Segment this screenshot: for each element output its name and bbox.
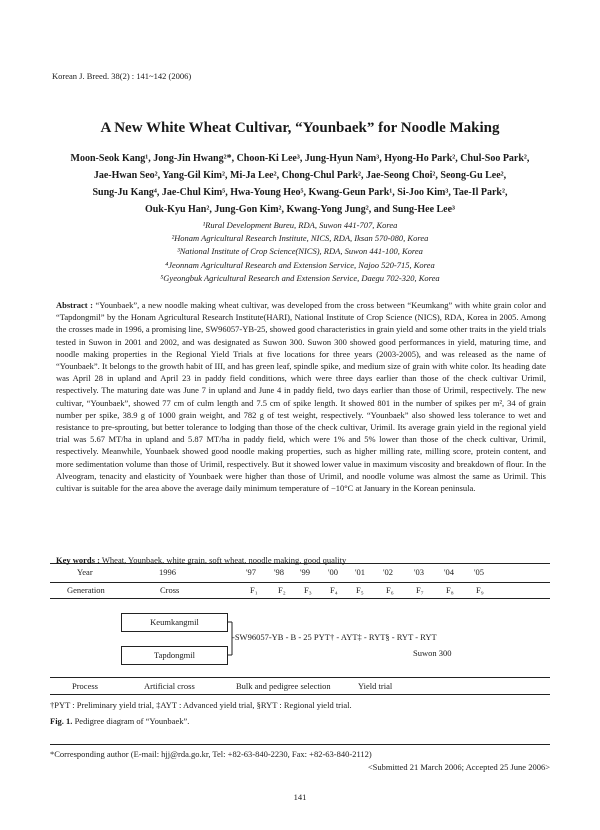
generation-cell: F₅ xyxy=(356,585,364,595)
journal-citation: Korean J. Breed. 38(2) : 141~142 (2006) xyxy=(52,71,192,81)
author-line: Ouk-Kyu Han², Jung-Gon Kim², Kwang-Yong Jung², and Sung-Hee Lee³ xyxy=(144,204,456,215)
generation-cell: F₄ xyxy=(330,585,338,595)
process-bulk: Bulk and pedigree selection xyxy=(236,681,331,691)
year-cell: '05 xyxy=(474,567,485,577)
affiliation: ³National Institute of Crop Science(NICS), RDA, Suwon 441-100, Korea xyxy=(177,246,423,257)
generation-cell: F₉ xyxy=(476,585,484,595)
generation-cell: F₈ xyxy=(446,585,454,595)
affiliation: ⁴Jeonnam Agricultural Research and Extension Service, Najoo 520-715, Korea xyxy=(165,259,435,270)
process-label: Process xyxy=(72,681,98,691)
suwon-label: Suwon 300 xyxy=(413,648,452,658)
process-yield: Yield trial xyxy=(358,681,393,691)
generation-cell: F₇ xyxy=(416,585,424,595)
abstract-text: “Younbaek”, a new noodle making wheat cultivar, was developed from the cross between “Keumkang” with white grain color and “Tapdongmil” by the Honam Agricultural Research Institute(HARI), National Institute of Crop Science (NICS), RDA, Korea in 2005. Among the crosses made in 1996, a promising line, SW96057-YB-25, showed good characteristics in grain yield and some other traits in the yield trials tested in Suwon in 2001 and 2002, and was designated as Suwon 300. Suwon 300 showed good performances in yield, maturing time, and noodle making properties in the Regional Yield Trials at five locations for three years (2003-2005), and was released as the name of “Younbaek”. It belongs to the growth habit of III, and has green leaf, spindle spike, and medium size of grain with white color. Its heading date was April 28 in upland and April 23 in paddy field conditions, which were three days earlier than those of the check cultivar Urimil, respectively. The maturing date was June 7 in upland and June 4 in paddy field, two days earlier than those of Urimil, respectively. The new cultivar, “Younbaek”, showed 77 cm of culm length and 7.5 cm of spike length. It showed 801 in the number of spikes per m², 34 of grain number per spike, 38.9 g of 1000 grain weight, and 782 g of test weight, respectively. “Younbaek” also showed less tolerance to wet and resistance to pre-sprouting, but better tolerance to lodging than those of the check cultivar, Urimil. Its average grain yield in the regional yield trial was 5.67 MT/ha in upland and 5.87 MT/ha in paddy field, which were 1% and 5% lower than those of the check cultivar, Urimil, respectively. Meanwhile, Younbaek showed good noodle making properties, such as higher milling rate, milling score, protein content, and more sedimentation volume than those of Urimil, respectively. But it showed lower value in maximum viscosity and breakdown of flour. In the Alveogram, tenacity and elasticity of Younbaek were higher than those of Urimil, and noodle volume was almost the same as Urimil. This cultivar is suitable for the area above the average daily minimum temperature of −10°C at January in the Korean peninsula. xyxy=(56,300,546,494)
page-number: 141 xyxy=(293,792,307,802)
diagram-footnote: †PYT : Preliminary yield trial, ‡AYT : Advanced yield trial, §RYT : Regional yield trial. xyxy=(50,700,352,710)
year-cell: '97 xyxy=(246,567,257,577)
footnote-rule xyxy=(50,744,550,745)
figure-label: Fig. 1. xyxy=(50,716,73,726)
year-cell: '99 xyxy=(300,567,311,577)
parent-box-tapdongmil: Tapdongmil xyxy=(121,646,228,665)
year-cell: '98 xyxy=(274,567,285,577)
year-cell: '02 xyxy=(383,567,394,577)
submission-dates: <Submitted 21 March 2006; Accepted 25 June 2006> xyxy=(367,762,550,772)
parent-box-keumkangmil: Keumkangmil xyxy=(121,613,228,632)
figure-caption-text: Pedigree diagram of “Younbaek”. xyxy=(72,716,190,726)
generation-cell: F₆ xyxy=(386,585,394,595)
year-cell: '01 xyxy=(355,567,366,577)
affiliation: ⁵Gyeongbuk Agricultural Research and Extension Service, Daegu 702-320, Korea xyxy=(160,272,440,283)
generation-cell: F₁ xyxy=(250,585,258,595)
year-cell: '04 xyxy=(444,567,455,577)
year-label: Year xyxy=(77,567,93,577)
keywords-text: Wheat, Younbaek, white grain, soft wheat, noodle making, good quality xyxy=(99,555,347,565)
author-line: Moon-Seok Kang¹, Jong-Jin Hwang²*, Choon-Ki Lee³, Jung-Hyun Nam³, Hyong-Ho Park², Chul-Soo Park², xyxy=(70,153,530,164)
process-cross: Artificial cross xyxy=(144,681,195,691)
generation-cell: F₂ xyxy=(278,585,286,595)
year-cell: '03 xyxy=(414,567,425,577)
corresponding-author: *Corresponding author (E-mail: hjj@rda.go.kr, Tel: +82-63-840-2230, Fax: +82-63-840-2112) xyxy=(50,749,372,759)
author-line: Sung-Ju Kang⁴, Jae-Chul Kim⁵, Hwa-Young Heo⁵, Kwang-Geun Park¹, Si-Joo Kim³, Tae-Il Park², xyxy=(92,187,508,198)
generation-cell: Cross xyxy=(160,585,180,595)
paper-title: A New White Wheat Cultivar, “Younbaek” for Noodle Making xyxy=(100,120,500,136)
generation-cell: F₃ xyxy=(304,585,312,595)
figure-caption xyxy=(50,716,189,726)
affiliation: ¹Rural Development Bureu, RDA, Suwon 441-707, Korea xyxy=(202,220,398,230)
abstract-label: Abstract : xyxy=(56,300,93,310)
keywords-label: Key words : xyxy=(56,555,100,565)
affiliation: ²Honam Agricultural Research Institute, NICS, RDA, Iksan 570-080, Korea xyxy=(171,233,429,244)
year-cell: 1996 xyxy=(159,567,176,577)
author-line: Jae-Hwan Seo², Yang-Gil Kim², Mi-Ja Lee², Chong-Chul Park², Jae-Seong Choi², Seong-Gu Lee², xyxy=(93,170,507,181)
year-cell: '00 xyxy=(328,567,339,577)
generation-label: Generation xyxy=(67,585,105,595)
pedigree-line: -SW96057-YB - B - 25 PYT† - AYT‡ - RYT§ - RYT - RYT xyxy=(232,632,437,642)
